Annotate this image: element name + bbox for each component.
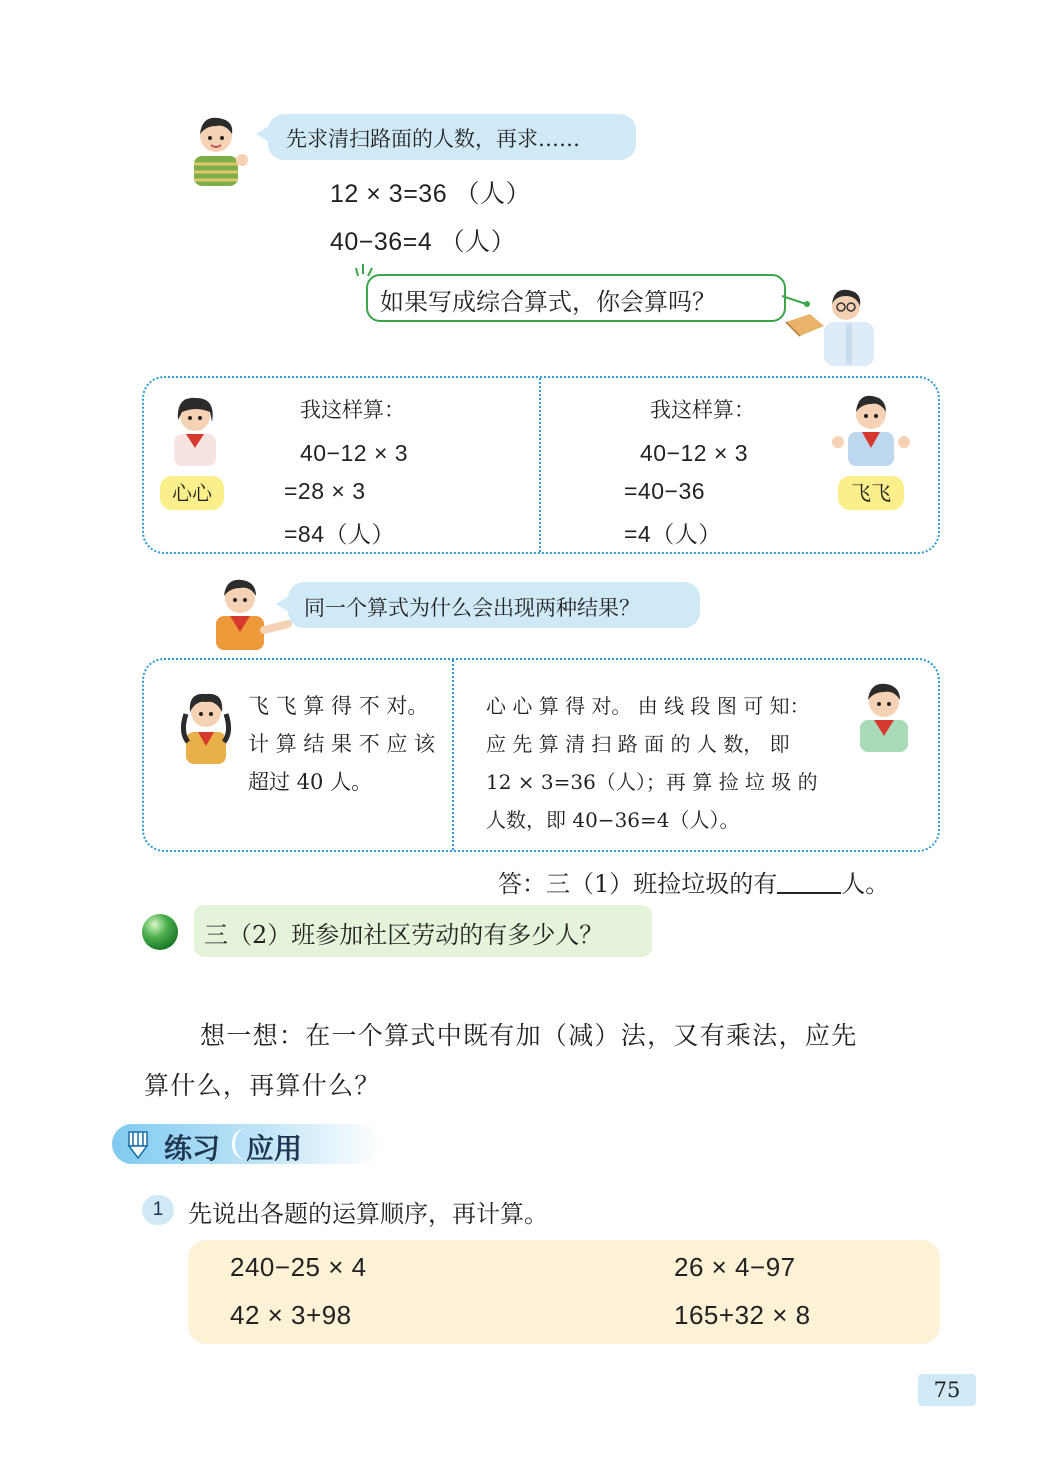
- teacher-figure: [780, 286, 880, 366]
- boy-speech-text: 先求清扫路面的人数，再求……: [286, 127, 580, 151]
- right-step-1: 40−12 × 3: [640, 440, 749, 466]
- explain-right-line-2: 应 先 算 清 扫 路 面 的 人 数， 即: [486, 732, 790, 756]
- boy-speech-bubble: [268, 114, 636, 160]
- exercise-item-3: 42 × 3+98: [230, 1300, 352, 1330]
- boy-feifei-figure: [830, 390, 912, 466]
- question2-text: 三（2）班参加社区劳动的有多少人？: [204, 921, 604, 949]
- answer-suffix: 人。: [841, 870, 890, 898]
- explain-left-line-3: 超过 40 人。: [248, 770, 373, 794]
- section-title-part2: 应用: [246, 1133, 303, 1164]
- boy-explain-figure: [852, 680, 918, 752]
- answer-blank[interactable]: [777, 870, 841, 894]
- section-title-part1: 练习: [164, 1133, 221, 1164]
- explain-right-line-1: 心 心 算 得 对。 由 线 段 图 可 知：: [486, 694, 810, 718]
- think-line-2: 算什么，再算什么？: [144, 1071, 381, 1100]
- explain-left-line-2: 计 算 结 果 不 应 该: [248, 732, 436, 756]
- right-step-3: =4（人）: [624, 521, 722, 547]
- girl-xinxin-figure: [166, 392, 224, 466]
- exercise-number-badge: 1: [142, 1195, 174, 1225]
- exercise-instruction: 先说出各题的运算顺序，再计算。: [188, 1200, 548, 1228]
- explain-divider: [452, 660, 454, 850]
- name-badge-xinxin: 心心: [160, 476, 224, 510]
- boy-figure-top: [188, 112, 252, 188]
- left-step-3: =84（人）: [284, 521, 396, 547]
- exercise-item-1: 240−25 × 4: [230, 1252, 367, 1282]
- answer-line: [498, 864, 889, 899]
- left-step-1: 40−12 × 3: [300, 440, 409, 466]
- left-heading: 我这样算：: [300, 398, 405, 422]
- right-heading: 我这样算：: [650, 398, 755, 422]
- teacher-speech-bubble: [366, 274, 786, 322]
- explain-right-line-3: 12 × 3=36（人）；再 算 捡 垃 圾 的: [486, 770, 818, 794]
- explain-left-line-1: 飞 飞 算 得 不 对。: [248, 694, 429, 718]
- explain-right-line-4: 人数，即 40−36=4（人）。: [486, 808, 740, 832]
- calc-compare-box: [142, 376, 940, 554]
- answer-prefix: 答：三（1）班捡垃圾的有: [498, 870, 778, 898]
- left-step-2: =28 × 3: [284, 478, 366, 504]
- calc-line-1: 12 × 3=36 （人）: [330, 180, 532, 208]
- question-speech-bubble: [288, 582, 700, 628]
- green-ball-icon: [140, 912, 180, 952]
- name-badge-feifei: 飞飞: [838, 476, 904, 510]
- question-speech-text: 同一个算式为什么会出现两种结果？: [304, 596, 640, 620]
- exercise-item-2: 26 × 4−97: [674, 1252, 796, 1282]
- page-number: 75: [918, 1374, 976, 1406]
- girl-explain-figure: [176, 688, 236, 764]
- calc-compare-divider: [539, 378, 541, 552]
- question2-box: [194, 905, 652, 957]
- teacher-speech-text: 如果写成综合算式，你会算吗？: [380, 288, 716, 316]
- think-line-1: 想一想：在一个算式中既有加（减）法，又有乘法，应先: [200, 1021, 858, 1050]
- exercise-item-4: 165+32 × 8: [674, 1300, 811, 1330]
- pencil-icon: [126, 1130, 150, 1160]
- calc-line-2: 40−36=4 （人）: [330, 228, 517, 256]
- right-step-2: =40−36: [624, 478, 706, 504]
